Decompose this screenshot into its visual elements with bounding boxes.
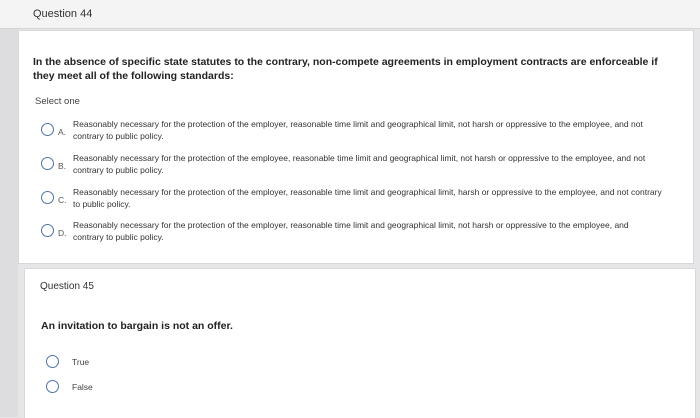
option-d[interactable] [19,220,693,254]
option-false[interactable] [25,380,695,410]
radio-option-b[interactable] [41,157,54,170]
radio-option-false[interactable] [46,380,59,393]
option-true-label: True [72,357,90,367]
option-b-letter: B. [58,161,67,171]
option-false-label: False [72,382,93,392]
option-a[interactable] [19,119,693,153]
radio-option-d[interactable] [41,224,54,237]
question-45-card [24,268,696,418]
question-44-title: Question 44 [33,8,93,20]
option-d-text: Reasonably necessary for the protection of the employer, reasonable time limit and geographical limit, not harsh or oppressive to the employee, and contrary to public policy. [73,220,629,242]
option-b[interactable] [19,153,693,187]
option-b-text: Reasonably necessary for the protection of the employee, reasonable time limit and geographical limit, not harsh or oppressive to the employee, and not contrary to public policy. [73,153,646,175]
option-a-letter: A. [58,127,67,137]
option-d-letter: D. [58,228,67,238]
page-left-gutter [0,28,18,417]
radio-option-a[interactable] [41,123,54,136]
option-a-text: Reasonably necessary for the protection of the employer, reasonable time limit and geographical limit, not harsh or oppressive to the employee, and not contrary to public policy. [73,119,643,141]
question-44-card [18,30,694,264]
question-44-header [0,0,700,29]
question-45-prompt: An invitation to bargain is not an offer. [41,320,233,332]
radio-option-c[interactable] [41,191,54,204]
question-45-title: Question 45 [40,281,94,292]
option-c-letter: C. [58,195,67,205]
option-c[interactable] [19,187,693,221]
radio-option-true[interactable] [46,355,59,368]
option-c-text: Reasonably necessary for the protection of the employer, reasonable time limit and geographical limit, harsh or oppressive to the employee, and not contrary to public policy. [73,187,662,209]
question-44-prompt: In the absence of specific state statutes to the contrary, non-compete agreements in employment contracts are enforceable if they meet all of the following standards: [33,56,658,82]
select-one-label: Select one [35,96,80,107]
